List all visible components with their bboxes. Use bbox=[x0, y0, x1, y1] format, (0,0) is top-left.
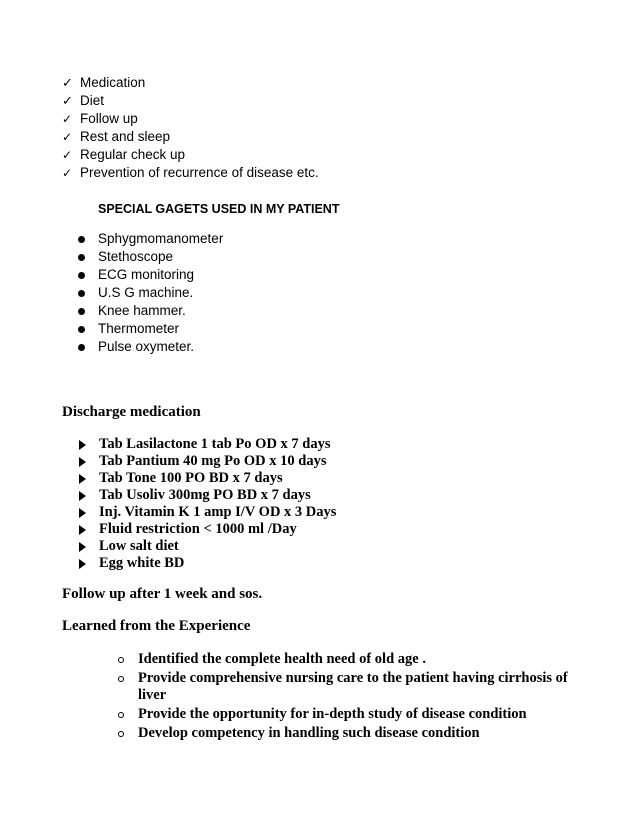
bullet-icon bbox=[78, 236, 85, 243]
checklist-text: Prevention of recurrence of disease etc. bbox=[80, 165, 319, 180]
check-icon: ✓ bbox=[62, 112, 73, 126]
gadgets-heading: SPECIAL GAGETS USED IN MY PATIENT bbox=[98, 202, 340, 216]
discharge-list bbox=[78, 436, 336, 572]
checklist-text: Rest and sleep bbox=[80, 129, 171, 144]
list-item: Knee hammer. bbox=[76, 302, 223, 320]
arrow-right-icon bbox=[79, 491, 86, 501]
learned-list bbox=[116, 651, 586, 744]
bullet-icon bbox=[78, 326, 85, 333]
list-item: Provide the opportunity for in-depth study of disease condition bbox=[116, 706, 586, 723]
list-item: Pulse oxymeter. bbox=[76, 338, 223, 356]
checklist-item bbox=[62, 146, 185, 164]
checklist-item bbox=[62, 110, 138, 128]
checklist-text: Follow up bbox=[80, 111, 138, 126]
checklist-item bbox=[62, 164, 319, 182]
checklist-item bbox=[62, 74, 145, 92]
list-item: Fluid restriction < 1000 ml /Day bbox=[78, 521, 336, 538]
checklist-text: Medication bbox=[80, 75, 146, 90]
list-item: Identified the complete health need of old age . bbox=[116, 651, 586, 668]
arrow-right-icon bbox=[79, 440, 86, 450]
list-item: Inj. Vitamin K 1 amp I/V OD x 3 Days bbox=[78, 504, 336, 521]
bullet-icon bbox=[78, 272, 85, 279]
learned-heading: Learned from the Experience bbox=[62, 618, 251, 634]
list-item: ECG monitoring bbox=[76, 266, 223, 284]
checklist-item bbox=[62, 92, 104, 110]
bullet-icon bbox=[78, 254, 85, 261]
arrow-right-icon bbox=[79, 525, 86, 535]
checklist-item bbox=[62, 128, 170, 146]
list-item: Tab Pantium 40 mg Po OD x 10 days bbox=[78, 453, 336, 470]
list-item: Tab Tone 100 PO BD x 7 days bbox=[78, 470, 336, 487]
discharge-heading: Discharge medication bbox=[62, 404, 201, 420]
gadgets-list bbox=[76, 230, 223, 356]
ring-bullet-icon bbox=[118, 657, 124, 663]
list-item: Thermometer bbox=[76, 320, 223, 338]
arrow-right-icon bbox=[79, 457, 86, 467]
bullet-icon bbox=[78, 308, 85, 315]
list-item: Low salt diet bbox=[78, 538, 336, 555]
list-item: Provide comprehensive nursing care to the patient having cirrhosis of liver bbox=[116, 670, 586, 704]
list-item: Sphygmomanometer bbox=[76, 230, 223, 248]
check-icon: ✓ bbox=[62, 166, 73, 180]
arrow-right-icon bbox=[79, 508, 86, 518]
checklist-text: Diet bbox=[80, 93, 105, 108]
ring-bullet-icon bbox=[118, 676, 124, 682]
list-item: Egg white BD bbox=[78, 555, 336, 572]
check-icon: ✓ bbox=[62, 93, 73, 108]
check-icon: ✓ bbox=[62, 75, 73, 90]
list-item: U.S G machine. bbox=[76, 284, 223, 302]
list-item: Tab Usoliv 300mg PO BD x 7 days bbox=[78, 487, 336, 504]
followup-text: Follow up after 1 week and sos. bbox=[62, 586, 263, 602]
bullet-icon bbox=[78, 290, 85, 297]
list-item: Develop competency in handling such disease condition bbox=[116, 725, 586, 742]
arrow-right-icon bbox=[79, 542, 86, 552]
ring-bullet-icon bbox=[118, 731, 124, 737]
arrow-right-icon bbox=[79, 474, 86, 484]
list-item: Stethoscope bbox=[76, 248, 223, 266]
ring-bullet-icon bbox=[118, 712, 124, 718]
checklist-text: Regular check up bbox=[80, 147, 186, 162]
arrow-right-icon bbox=[79, 559, 86, 569]
check-icon: ✓ bbox=[62, 148, 73, 162]
check-icon: ✓ bbox=[62, 130, 73, 144]
list-item: Tab Lasilactone 1 tab Po OD x 7 days bbox=[78, 436, 336, 453]
bullet-icon bbox=[78, 344, 85, 351]
